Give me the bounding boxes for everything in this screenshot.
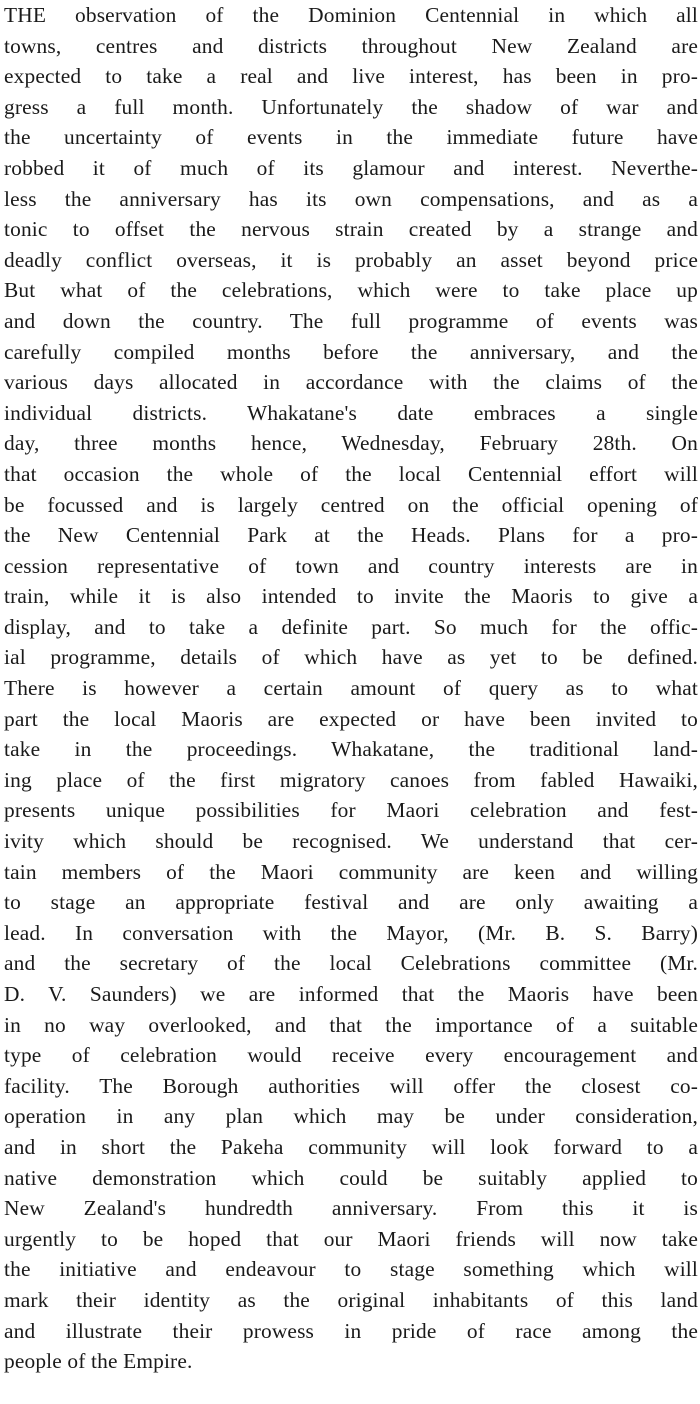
text-line: train, while it is also intended to invite the Maoris to give a — [4, 584, 698, 609]
text-line: and illustrate their prowess in pride of race among the — [4, 1318, 698, 1343]
text-line: urgently to be hoped that our Maori friends will now take — [4, 1226, 698, 1251]
text-line: THE observation of the Dominion Centennial in which all — [4, 3, 698, 27]
text-line: ing place of the first migratory canoes from fabled Hawaiki, — [4, 767, 698, 792]
text-line: native demonstration which could be suitably applied to — [4, 1165, 698, 1190]
text-line: be focussed and is largely centred on the official opening of — [4, 492, 698, 517]
text-line: tonic to offset the nervous strain created by a strange and — [4, 217, 698, 242]
text-line: operation in any plan which may be under consideration, — [4, 1104, 698, 1129]
text-line: But what of the celebrations, which were to take place up — [4, 278, 698, 303]
text-line: There is however a certain amount of query as to what — [4, 676, 698, 701]
text-line: day, three months hence, Wednesday, February 28th. On — [4, 431, 698, 456]
text-line: D. V. Saunders) we are informed that the Maoris have been — [4, 982, 698, 1006]
text-line: to stage an appropriate festival and are only awaiting a — [4, 890, 698, 915]
text-line: and down the country. The full programme of events was — [4, 308, 698, 333]
text-line: various days allocated in accordance with the claims of the — [4, 370, 698, 395]
text-line: that occasion the whole of the local Centennial effort will — [4, 461, 698, 486]
text-line: facility. The Borough authorities will offer the closest co- — [4, 1073, 698, 1098]
text-line: the initiative and endeavour to stage something which will — [4, 1257, 698, 1282]
text-line: the uncertainty of events in the immediate future have — [4, 125, 698, 150]
article-body — [4, 0, 698, 1377]
text-line: ivity which should be recognised. We understand that cer- — [4, 829, 698, 854]
text-line: carefully compiled months before the anniversary, and the — [4, 339, 698, 364]
text-line: display, and to take a definite part. So much for the offic- — [4, 614, 698, 639]
text-line: type of celebration would receive every encouragement and — [4, 1043, 698, 1068]
text-line: tain members of the Maori community are keen and willing — [4, 859, 698, 884]
text-line: presents unique possibilities for Maori celebration and fest- — [4, 798, 698, 823]
text-line: ial programme, details of which have as yet to be defined. — [4, 645, 698, 670]
text-line: cession representative of town and country interests are in — [4, 553, 698, 578]
text-line: expected to take a real and live interest, has been in pro- — [4, 64, 698, 89]
text-line: and in short the Pakeha community will look forward to a — [4, 1134, 698, 1159]
text-line-last: people of the Empire. — [4, 1349, 193, 1374]
text-line: take in the proceedings. Whakatane, the traditional land- — [4, 737, 698, 762]
text-line: in no way overlooked, and that the importance of a suitable — [4, 1012, 698, 1037]
text-line: lead. In conversation with the Mayor, (Mr. B. S. Barry) — [4, 920, 698, 945]
text-line: mark their identity as the original inhabitants of this land — [4, 1287, 698, 1312]
text-line: robbed it of much of its glamour and interest. Neverthe- — [4, 155, 698, 180]
text-line: and the secretary of the local Celebrations committee (Mr. — [4, 951, 698, 976]
text-line: less the anniversary has its own compensations, and as a — [4, 186, 698, 211]
text-line: part the local Maoris are expected or have been invited to — [4, 706, 698, 731]
text-line: towns, centres and districts throughout New Zealand are — [4, 33, 698, 58]
text-line: individual districts. Whakatane's date embraces a single — [4, 400, 698, 425]
text-line: gress a full month. Unfortunately the shadow of war and — [4, 94, 698, 119]
text-line: deadly conflict overseas, it is probably an asset beyond price — [4, 247, 698, 272]
text-line: the New Centennial Park at the Heads. Plans for a pro- — [4, 523, 698, 548]
text-line: New Zealand's hundredth anniversary. From this it is — [4, 1196, 698, 1221]
